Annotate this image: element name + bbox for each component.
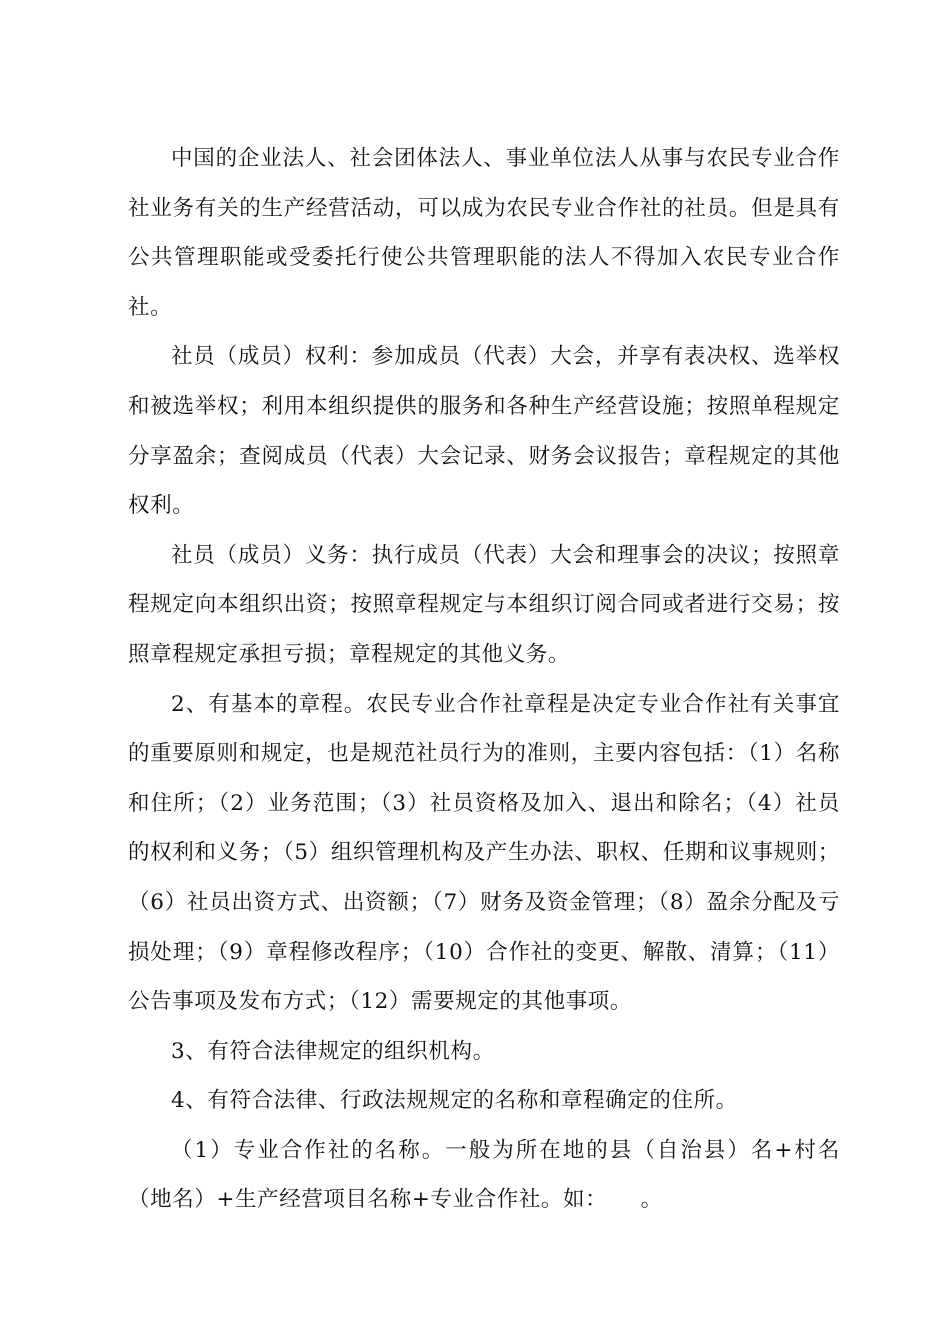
paragraph-organization: 3、有符合法律规定的组织机构。 [171,1038,495,1064]
paragraph-member-obligations: 社员（成员）义务：执行成员（代表）大会和理事会的决议；按照章程规定向本组织出资；按照章程规定与本组织订阅合同或者进行交易；按照章程规定承担亏损；章程规定的其他义务。 [128,542,840,667]
paragraph-charter: 2、有基本的章程。农民专业合作社章程是决定专业合作社有关事宜的重要原则和规定，也是规范社员行为的准则，主要内容包括：（1）名称和住所；（2）业务范围；（3）社员资格及加入、退出和除名；（4）社员的权利和义务；（5）组织管理机构及产生办法、职权、任期和议事规则；（6）社员出资方式、出资额；（7）财务及资金管理；（8）盈余分配及亏损处理；（9）章程修改程序；（10）合作社的变更、解散、清算；（11）公告事项及发布方式；（12）需要规定的其他事项。 [128,691,840,1015]
paragraph-corporate-members: 中国的企业法人、社会团体法人、事业单位法人从事与农民专业合作社业务有关的生产经营活动，可以成为农民专业合作社的社员。但是具有公共管理职能或受委托行使公共管理职能的法人不得加入农民专业合作社。 [128,146,840,320]
paragraph-member-rights: 社员（成员）权利：参加成员（代表）大会，并享有表决权、选举权和被选举权；利用本组织提供的服务和各种生产经营设施；按照单程规定分享盈余；查阅成员（代表）大会记录、财务会议报告；章程规定的其他权利。 [128,344,840,519]
paragraph-name-and-address: 4、有符合法律、行政法规规定的名称和章程确定的住所。 [171,1088,738,1114]
paragraph-cooperative-name: （1）专业合作社的名称。一般为所在地的县（自治县）名+村名（地名）+生产经营项目名称+专业合作社。如： 。 [128,1137,840,1213]
document-body [128,134,840,1225]
